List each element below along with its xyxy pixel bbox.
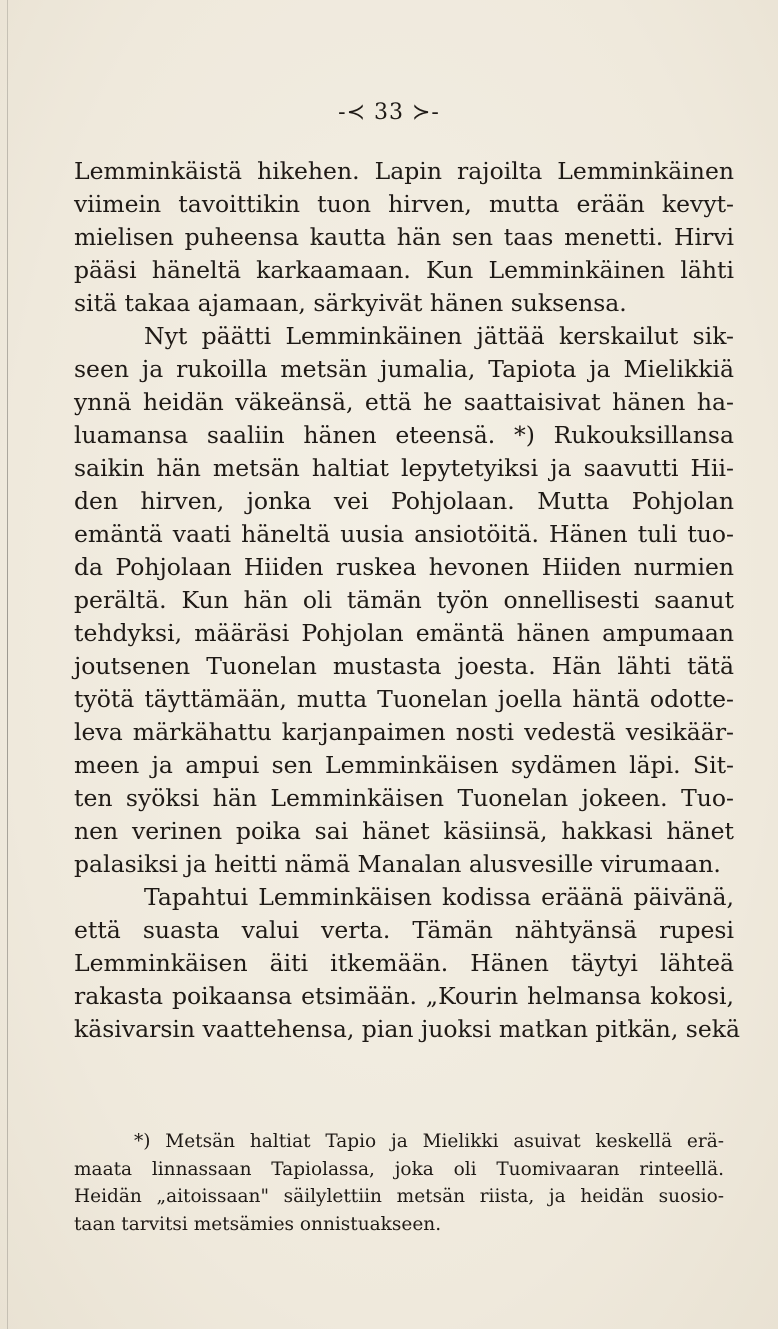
page-edge-line bbox=[7, 0, 8, 1329]
footnote-line: maata linnassaan Tapiolassa, joka oli Tuomivaaran rinteellä. bbox=[74, 1158, 724, 1180]
text-line: pääsi häneltä karkaamaan. Kun Lemminkäinen lähti bbox=[74, 256, 734, 284]
footnote-line: taan tarvitsi metsämies onnistuakseen. bbox=[74, 1213, 442, 1235]
text-line: ten syöksi hän Lemminkäisen Tuonelan jokeen. Tuo- bbox=[74, 784, 734, 812]
text-line: Lemminkäistä hikehen. Lapin rajoilta Lemminkäinen bbox=[74, 157, 734, 185]
text-line: seen ja rukoilla metsän jumalia, Tapiota ja Mielikkiä bbox=[74, 355, 734, 383]
text-line: joutsenen Tuonelan mustasta joesta. Hän lähti tätä bbox=[74, 652, 734, 680]
footnote-line: *) Metsän haltiat Tapio ja Mielikki asuivat keskellä erä- bbox=[134, 1131, 724, 1152]
footnote-block bbox=[74, 1128, 724, 1238]
text-line: käsivarsin vaattehensa, pian juoksi matkan pitkän, sekä bbox=[74, 1015, 740, 1043]
text-line: viimein tavoittikin tuon hirven, mutta erään kevyt- bbox=[74, 190, 734, 218]
footnote-line: Heidän „aitoissaan" säilylettiin metsän riista, ja heidän suosio- bbox=[74, 1186, 724, 1207]
text-line: rakasta poikaansa etsimään. „Kourin helmansa kokosi, bbox=[74, 982, 734, 1010]
text-line: perältä. Kun hän oli tämän työn onnellisesti saanut bbox=[74, 586, 734, 614]
text-line: nen verinen poika sai hänet käsiinsä, hakkasi hänet bbox=[74, 817, 734, 845]
text-line: emäntä vaati häneltä uusia ansiotöitä. Hänen tuli tuo- bbox=[74, 520, 734, 548]
page-number-header: -≺ 33 ≻- bbox=[338, 100, 440, 125]
text-line: tehdyksi, määräsi Pohjolan emäntä hänen ampumaan bbox=[74, 619, 734, 647]
text-line: meen ja ampui sen Lemminkäisen sydämen läpi. Sit- bbox=[74, 751, 734, 779]
text-line: ynnä heidän väkeänsä, että he saattaisivat hänen ha- bbox=[74, 388, 734, 416]
text-line: leva märkähattu karjanpaimen nosti vedestä vesikäär- bbox=[74, 718, 734, 746]
main-text-block bbox=[74, 155, 740, 1046]
text-line: luamansa saaliin hänen eteensä. *) Rukouksillansa bbox=[74, 421, 734, 449]
text-line: den hirven, jonka vei Pohjolaan. Mutta Pohjolan bbox=[74, 487, 734, 515]
text-line: sitä takaa ajamaan, särkyivät hänen suksensa. bbox=[74, 289, 627, 317]
text-line: palasiksi ja heitti nämä Manalan alusvesille virumaan. bbox=[74, 850, 721, 878]
text-line: Lemminkäisen äiti itkemään. Hänen täytyi lähteä bbox=[74, 949, 734, 977]
text-line: Nyt päätti Lemminkäinen jättää kerskailut sik- bbox=[144, 322, 734, 350]
text-line: työtä täyttämään, mutta Tuonelan joella häntä odotte- bbox=[74, 685, 734, 713]
text-line: da Pohjolaan Hiiden ruskea hevonen Hiiden nurmien bbox=[74, 553, 734, 581]
text-line: saikin hän metsän haltiat lepytetyiksi ja saavutti Hii- bbox=[74, 454, 734, 482]
text-line: että suasta valui verta. Tämän nähtyänsä rupesi bbox=[74, 916, 734, 944]
text-line: mielisen puheensa kautta hän sen taas menetti. Hirvi bbox=[74, 223, 734, 251]
text-line: Tapahtui Lemminkäisen kodissa eräänä päivänä, bbox=[144, 883, 734, 911]
